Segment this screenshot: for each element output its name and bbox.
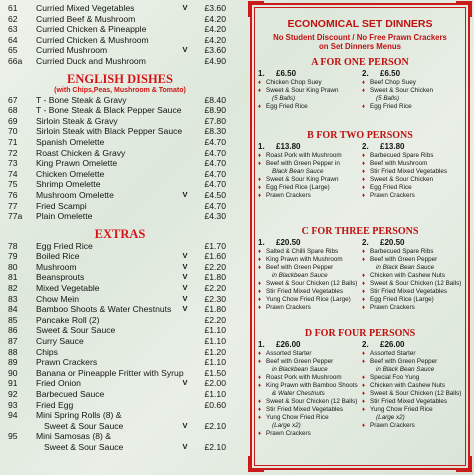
item-name: Mushroom: [36, 261, 77, 272]
option-header: [258, 340, 358, 350]
vegetarian-mark: V: [182, 272, 188, 282]
menu-item-row: [4, 325, 226, 336]
menu-item-row: [4, 126, 226, 137]
set-menu-dish: ♦ Sweet & Sour Chicken (12 Balls): [362, 280, 462, 288]
item-name: Curried Mushroom: [36, 45, 108, 56]
menu-item-row: [4, 211, 226, 222]
item-price: £8.40: [204, 94, 226, 105]
item-price: £4.70: [204, 147, 226, 158]
set-menu-dish: ♦ Egg Fried Rice: [362, 103, 462, 111]
section-columns: [258, 340, 462, 450]
item-name: Chow Mein: [36, 293, 79, 304]
item-name: Fried Onion: [36, 378, 81, 389]
set-menu-dish: ♦ Chicken with Cashew Nuts: [362, 382, 462, 390]
item-name: Egg Fried Rice: [36, 240, 93, 251]
option-price: £13.80: [276, 142, 301, 151]
menu-item-row: [4, 24, 226, 35]
set-menu-dish: (Large x2): [376, 414, 405, 421]
item-price: £1.60: [204, 251, 226, 262]
vegetarian-mark: V: [182, 293, 188, 303]
item-number: 79: [8, 251, 18, 262]
set-menu-dish: (Large x2): [272, 422, 301, 429]
item-name: Chicken Omelette: [36, 168, 105, 179]
item-name: Barbecued Sauce: [36, 389, 105, 399]
item-number: 71: [8, 136, 18, 147]
vegetarian-mark: V: [182, 45, 188, 55]
option-header: [362, 69, 462, 79]
vegetarian-mark: V: [182, 189, 188, 199]
option-header: [362, 340, 462, 350]
vegetarian-mark: V: [182, 251, 188, 261]
item-price: £4.20: [204, 34, 226, 45]
item-price: £1.10: [204, 357, 226, 368]
set-menu-dish: ♦ Assorted Starter: [258, 350, 358, 358]
item-price: £4.70: [204, 158, 226, 169]
item-price: £1.10: [204, 325, 226, 336]
option-number: 1.: [258, 142, 265, 151]
note-line-1: No Student Discount / No Free Prawn Crackers: [273, 33, 447, 42]
set-dinners-title: ECONOMICAL SET DINNERS: [287, 18, 433, 30]
set-menu-dish: ♦ Sweet & Sour Chicken: [362, 176, 462, 184]
set-menu-dish: ♦ Chicken Chop Suey: [258, 79, 358, 87]
left-menu-column: [4, 3, 226, 452]
menu-item-row: [4, 315, 226, 326]
item-name: Sirloin Steak with Black Pepper Sauce: [36, 126, 183, 137]
menu-item-row: [4, 357, 226, 368]
item-name: King Prawn Omelette: [36, 158, 118, 169]
vegetarian-mark: V: [182, 3, 188, 12]
item-price: £2.20: [204, 261, 226, 272]
item-number: 75: [8, 179, 18, 190]
set-menu-dish: ♦ Beef with Green Pepper: [362, 358, 462, 366]
item-number: 66a: [8, 55, 23, 66]
set-menu-dish: ♦ Prawn Crackers: [258, 192, 358, 200]
item-name: Mushroom Omelette: [36, 189, 114, 200]
set-menu-dish: ♦ Barbecued Spare Ribs: [362, 248, 462, 256]
set-dinners-panel: [250, 3, 470, 470]
english-dishes-list: [4, 95, 226, 222]
set-menu-dish: in Black Bean Sauce: [376, 366, 435, 373]
item-number: 72: [8, 147, 18, 158]
set-menu-dish: in Blackbean Sauce: [272, 366, 328, 373]
item-number: 85: [8, 314, 18, 325]
set-menu-dish: ♦ King Prawn with Mushroom: [258, 256, 358, 264]
item-price: £1.10: [204, 389, 226, 399]
menu-item-row: [4, 3, 226, 14]
item-price: £1.80: [204, 304, 226, 315]
menu-item-row: [4, 272, 226, 283]
set-menu-dish: Black Bean Sauce: [272, 168, 324, 175]
set-menu-dish: ♦ Assorted Starter: [362, 350, 462, 358]
set-menu-dish: ♦ Yung Chow Fried Rice: [258, 414, 358, 422]
item-name: Sirloin Steak & Gravy: [36, 115, 118, 126]
vegetarian-mark: V: [182, 441, 188, 451]
set-menu-dish: ♦ Roast Pork with Mushroom: [258, 152, 358, 160]
menu-item-row: [4, 190, 226, 201]
set-menu-option: [258, 142, 358, 200]
item-number: 92: [8, 389, 18, 399]
item-number: 69: [8, 115, 18, 126]
menu-item-row: [4, 158, 226, 169]
menu-item-row: [4, 347, 226, 358]
item-name-line: Mini Samosas (8) &: [36, 431, 111, 442]
item-name-line: Mini Spring Rolls (8) &: [36, 410, 122, 421]
menu-item-row: [4, 294, 226, 305]
option-header: [258, 69, 358, 79]
set-menu-dish: ♦ Barbecued Spare Ribs: [362, 152, 462, 160]
set-menu-dish: ♦ Prawn Crackers: [362, 192, 462, 200]
set-menu-dish: ♦ Beef with Green Pepper: [258, 358, 358, 366]
item-number: 76: [8, 189, 18, 200]
option-price: £20.50: [380, 238, 405, 247]
option-price: £6.50: [276, 69, 297, 78]
menu-item-row: [4, 137, 226, 148]
item-name: Chips: [36, 346, 58, 357]
item-name: Curried Beef & Mushroom: [36, 13, 136, 24]
english-dishes-subheading: (with Chips,Peas, Mushroom & Tomato): [54, 86, 186, 94]
item-price: £8.30: [204, 126, 226, 137]
set-menu-dish: ♦ Stir Fried Mixed Vegetables: [362, 288, 462, 296]
item-price: £7.80: [204, 115, 226, 126]
vegetarian-mark: V: [182, 283, 188, 293]
option-price: £13.80: [380, 142, 405, 151]
item-name: Boiled Rice: [36, 251, 80, 262]
item-number: 73: [8, 158, 18, 169]
menu-item-row: [4, 251, 226, 262]
menu-item-row: [4, 431, 226, 452]
item-price: £2.10: [204, 420, 226, 431]
option-number: 1.: [258, 238, 265, 247]
option-header: [258, 142, 358, 152]
set-menu-option: [258, 238, 358, 312]
set-menu-dish: ♦ Beef Chop Suey: [362, 79, 462, 87]
set-menu-option: [362, 340, 462, 430]
set-menu-dish: ♦ Prawn Crackers: [362, 304, 462, 312]
set-menu-option: [362, 69, 462, 111]
item-price: £3.60: [204, 45, 226, 56]
set-menu-dish: in Blackbean Sauce: [272, 272, 328, 279]
set-menu-dish: ♦ Stir Fried Mixed Vegetables: [362, 398, 462, 406]
item-number: 61: [8, 3, 18, 13]
set-menu-dish: (5 Balls): [272, 95, 296, 102]
item-name: [36, 410, 123, 431]
item-name: [36, 431, 123, 452]
item-name: Curried Mixed Vegetables: [36, 3, 135, 13]
menu-item-row: [4, 35, 226, 46]
item-name: Shrimp Omelette: [36, 179, 101, 190]
option-header: [362, 142, 462, 152]
option-number: 1.: [258, 340, 265, 349]
option-price: £6.50: [380, 69, 401, 78]
menu-item-row: [4, 304, 226, 315]
set-menu-dish: ♦ Prawn Crackers: [258, 304, 358, 312]
item-price: £1.20: [204, 346, 226, 357]
section-columns: [258, 142, 462, 222]
set-menu-dish: ♦ King Prawn with Bamboo Shoots: [258, 382, 358, 390]
menu-item-row: [4, 179, 226, 190]
section-columns: [258, 238, 462, 330]
item-name: Curried Chicken & Pineapple: [36, 24, 147, 35]
item-price: £4.90: [204, 55, 226, 66]
extras-heading: EXTRAS: [94, 226, 146, 241]
set-menu-dish: ♦ Roast Pork with Mushroom: [258, 374, 358, 382]
option-price: £26.00: [276, 340, 301, 349]
item-number: 83: [8, 293, 18, 304]
item-name: Prawn Crackers: [36, 357, 98, 368]
corner-ornament: [248, 456, 264, 472]
set-menu-dish: ♦ Special Foo Yung: [362, 374, 462, 382]
set-dinner-section: [258, 328, 462, 450]
vegetarian-mark: V: [182, 304, 188, 314]
item-number: 81: [8, 272, 18, 283]
set-menu-dish: ♦ Sweet & Sour King Prawn: [258, 176, 358, 184]
corner-ornament: [456, 1, 472, 17]
item-number: 78: [8, 240, 18, 251]
set-menu-dish: ♦ Yung Chow Fried Rice (Large): [258, 296, 358, 304]
item-number: 68: [8, 105, 18, 116]
item-number: 93: [8, 399, 18, 410]
item-number: 63: [8, 24, 18, 35]
menu-item-row: [4, 14, 226, 25]
item-number: 77: [8, 200, 18, 211]
set-menu-option: [258, 69, 358, 111]
set-menu-dish: ♦ Salted & Chilli Spare Ribs: [258, 248, 358, 256]
set-menu-dish: ♦ Stir Fried Mixed Vegetables: [258, 406, 358, 414]
item-price: £4.20: [204, 13, 226, 24]
item-name: Sweet & Sour Sauce: [36, 325, 116, 336]
item-price: £2.20: [204, 314, 226, 325]
item-number: 84: [8, 304, 18, 315]
set-menu-dish: ♦ Sweet & Sour Chicken: [362, 87, 462, 95]
option-number: 1.: [258, 69, 265, 78]
set-menu-dish: ♦ Stir Fried Mixed Vegetables: [362, 168, 462, 176]
item-number: 86: [8, 325, 18, 336]
menu-item-row: [4, 389, 226, 400]
extras-double-list: [4, 410, 226, 452]
item-name: Curried Chicken & Mushroom: [36, 34, 149, 45]
item-price: £4.20: [204, 24, 226, 35]
item-number: 94: [8, 410, 18, 421]
set-menu-dish: ♦ Prawn Crackers: [258, 430, 358, 438]
set-dinner-section: [258, 130, 462, 222]
vegetarian-mark: V: [182, 261, 188, 271]
option-header: [362, 238, 462, 248]
item-price: £2.30: [204, 293, 226, 304]
option-number: 2.: [362, 69, 369, 78]
item-number: 65: [8, 45, 18, 56]
set-dinner-section: [258, 57, 462, 129]
set-menu-dish: ♦ Beef with Mushroom: [362, 160, 462, 168]
item-price: £1.80: [204, 272, 226, 283]
set-dinner-section: [258, 226, 462, 330]
item-number: 70: [8, 126, 18, 137]
set-menu-dish: ♦ Prawn Crackers: [362, 422, 462, 430]
menu-item-row: [4, 56, 226, 67]
menu-item-row: [4, 378, 226, 389]
item-name: T - Bone Steak & Gravy: [36, 94, 127, 105]
item-name: Curried Duck and Mushroom: [36, 55, 146, 66]
extras-list: [4, 241, 226, 411]
item-name: Fried Scampi: [36, 200, 87, 211]
item-name-line: Sweet & Sour Sauce: [44, 441, 124, 452]
item-number: 77a: [8, 211, 23, 222]
menu-item-row: [4, 169, 226, 180]
item-name: Roast Chicken & Gravy: [36, 147, 126, 158]
menu-item-row: [4, 105, 226, 116]
vegetarian-mark: V: [182, 378, 188, 388]
option-number: 2.: [362, 340, 369, 349]
item-price: £4.70: [204, 136, 226, 147]
set-menu-dish: ♦ Egg Fried Rice (Large): [362, 296, 462, 304]
set-menu-dish: ♦ Beef with Green Pepper: [258, 264, 358, 272]
set-menu-dish: ♦ Egg Fried Rice: [258, 103, 358, 111]
option-number: 2.: [362, 238, 369, 247]
option-header: [258, 238, 358, 248]
menu-item-row: [4, 283, 226, 294]
section-columns: [258, 69, 462, 129]
menu-item-row: [4, 148, 226, 159]
set-menu-dish: ♦ Sweet & Sour King Prawn: [258, 87, 358, 95]
item-name: Bamboo Shoots & Water Chestnuts: [36, 304, 172, 315]
set-menu-dish: in Black Bean Sauce: [376, 264, 435, 271]
english-dishes-heading: ENGLISH DISHES: [67, 71, 173, 86]
item-price: £4.30: [204, 211, 226, 222]
item-number: 89: [8, 357, 18, 368]
set-menu-dish: ♦ Yung Chow Fried Rice: [362, 406, 462, 414]
item-price: £2.10: [204, 441, 226, 452]
menu-item-row: [4, 262, 226, 273]
section-heading: A FOR ONE PERSON: [311, 57, 409, 68]
item-number: 74: [8, 168, 18, 179]
note-line-2: on Set Dinners Menus: [319, 42, 401, 51]
section-heading: B FOR TWO PERSONS: [307, 130, 413, 141]
section-heading: D FOR FOUR PERSONS: [304, 328, 416, 339]
item-number: 90: [8, 367, 18, 378]
item-number: 95: [8, 431, 18, 442]
set-menu-dish: (5 Balls): [376, 95, 400, 102]
item-name: Spanish Omelette: [36, 136, 105, 147]
set-menu-dish: ♦ Sweet & Sour Chicken (12 Balls): [258, 280, 358, 288]
item-price: £2.20: [204, 283, 226, 294]
menu-item-row: [4, 95, 226, 106]
set-menu-option: [362, 142, 462, 200]
item-price: £4.70: [204, 168, 226, 179]
item-price: £2.00: [204, 378, 226, 389]
set-menu-dish: ♦ Stir Fried Mixed Vegetables: [258, 288, 358, 296]
item-price: £0.60: [204, 399, 226, 410]
menu-item-row: [4, 400, 226, 411]
set-menu-dish: ♦ Chicken with Cashew Nuts: [362, 272, 462, 280]
menu-item-row: [4, 241, 226, 252]
item-price: £3.60: [204, 3, 226, 13]
item-name: Beansprouts: [36, 272, 85, 283]
corner-ornament: [248, 1, 264, 17]
item-number: 87: [8, 336, 18, 347]
option-price: £26.00: [380, 340, 405, 349]
item-price: £1.70: [204, 240, 226, 251]
item-number: 91: [8, 378, 18, 389]
item-price: £4.50: [204, 189, 226, 200]
item-price: £1.10: [204, 336, 226, 347]
item-name: Banana or Pineapple Fritter with Syrup: [36, 367, 184, 378]
curry-items-list: [4, 3, 226, 67]
item-name: T - Bone Steak & Black Pepper Sauce: [36, 105, 182, 116]
item-number: 80: [8, 261, 18, 272]
item-price: £1.50: [204, 367, 226, 378]
item-number: 88: [8, 346, 18, 357]
set-menu-option: [362, 238, 462, 312]
corner-ornament: [456, 456, 472, 472]
menu-item-row: [4, 368, 226, 379]
set-dinners-note: [256, 33, 464, 51]
item-name: Pancake Roll (2): [36, 314, 100, 325]
item-number: 62: [8, 13, 18, 24]
item-number: 82: [8, 283, 18, 294]
item-price: £8.90: [204, 105, 226, 116]
set-menu-dish: & Water Chestnuts: [272, 390, 325, 397]
set-menu-dish: ♦ Beef with Green Pepper: [362, 256, 462, 264]
set-menu-option: [258, 340, 358, 438]
option-price: £20.50: [276, 238, 301, 247]
set-menu-dish: ♦ Sweet & Sour Chicken (12 Balls): [258, 398, 358, 406]
item-price: £4.70: [204, 200, 226, 211]
item-name-line: Sweet & Sour Sauce: [44, 420, 124, 431]
section-heading: C FOR THREE PERSONS: [301, 226, 419, 237]
set-menu-dish: ♦ Beef with Green Pepper in: [258, 160, 358, 168]
set-menu-dish: ♦ Sweet & Sour Chicken (12 Balls): [362, 390, 462, 398]
item-number: 64: [8, 34, 18, 45]
item-name: Mixed Vegetable: [36, 283, 100, 294]
menu-item-row: [4, 201, 226, 212]
option-number: 2.: [362, 142, 369, 151]
menu-item-row: [4, 45, 226, 56]
item-price: £4.70: [204, 179, 226, 190]
menu-item-row: [4, 116, 226, 127]
set-menu-dish: ♦ Egg Fried Rice (Large): [258, 184, 358, 192]
item-name: Curry Sauce: [36, 336, 84, 347]
item-name: Plain Omelette: [36, 211, 93, 222]
vegetarian-mark: V: [182, 420, 188, 430]
set-menu-dish: ♦ Egg Fried Rice: [362, 184, 462, 192]
menu-item-row: [4, 410, 226, 431]
menu-item-row: [4, 336, 226, 347]
item-number: 67: [8, 94, 18, 105]
item-name: Fried Egg: [36, 399, 74, 410]
